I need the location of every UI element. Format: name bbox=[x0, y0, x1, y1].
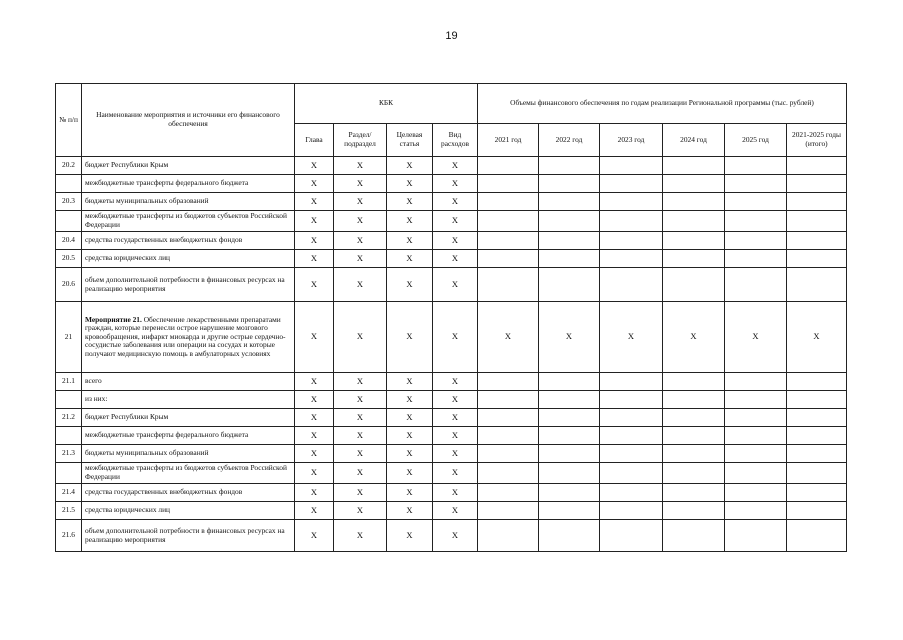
year-cell bbox=[600, 427, 663, 445]
kbk-cell: X bbox=[387, 211, 433, 232]
year-cell bbox=[663, 268, 725, 302]
kbk-cell: X bbox=[387, 463, 433, 484]
row-number: 21 bbox=[56, 302, 82, 373]
row-number: 21.5 bbox=[56, 502, 82, 520]
year-cell bbox=[663, 373, 725, 391]
year-cell bbox=[663, 502, 725, 520]
kbk-cell: X bbox=[387, 445, 433, 463]
year-cell bbox=[600, 373, 663, 391]
row-number: 21.3 bbox=[56, 445, 82, 463]
year-cell bbox=[787, 157, 847, 175]
year-cell bbox=[663, 427, 725, 445]
year-cell bbox=[600, 484, 663, 502]
kbk-cell: X bbox=[334, 193, 387, 211]
header-kbk-col: Глава bbox=[295, 124, 334, 157]
kbk-cell: X bbox=[433, 211, 478, 232]
table-row bbox=[56, 157, 847, 175]
year-cell bbox=[478, 193, 539, 211]
table-row bbox=[56, 484, 847, 502]
header-year-col: 2021-2025 годы (итого) bbox=[787, 124, 847, 157]
kbk-cell: X bbox=[295, 463, 334, 484]
year-cell bbox=[787, 373, 847, 391]
kbk-cell: X bbox=[295, 250, 334, 268]
year-cell bbox=[539, 484, 600, 502]
year-cell bbox=[478, 445, 539, 463]
year-cell bbox=[725, 268, 787, 302]
header-year-col: 2022 год bbox=[539, 124, 600, 157]
row-number: 21.4 bbox=[56, 484, 82, 502]
kbk-cell: X bbox=[387, 427, 433, 445]
kbk-cell: X bbox=[433, 302, 478, 373]
row-name: из них: bbox=[82, 391, 295, 409]
year-cell bbox=[787, 502, 847, 520]
year-cell bbox=[478, 250, 539, 268]
header-kbk-col: Раздел/ подраздел bbox=[334, 124, 387, 157]
year-cell bbox=[663, 409, 725, 427]
year-cell bbox=[725, 445, 787, 463]
kbk-cell: X bbox=[387, 302, 433, 373]
kbk-cell: X bbox=[295, 409, 334, 427]
year-cell bbox=[478, 211, 539, 232]
row-name: объем дополнительной потребности в финансовых ресурсах на реализацию мероприятия bbox=[82, 520, 295, 552]
table-row bbox=[56, 302, 847, 373]
table-row bbox=[56, 232, 847, 250]
kbk-cell: X bbox=[334, 445, 387, 463]
year-cell bbox=[787, 250, 847, 268]
row-number: 20.4 bbox=[56, 232, 82, 250]
kbk-cell: X bbox=[334, 175, 387, 193]
event-title: Мероприятие 21. bbox=[85, 314, 142, 324]
row-name: бюджеты муниципальных образований bbox=[82, 193, 295, 211]
year-cell bbox=[663, 520, 725, 552]
kbk-cell: X bbox=[433, 427, 478, 445]
year-cell bbox=[600, 463, 663, 484]
funding-table bbox=[55, 83, 847, 552]
header-name: Наименование мероприятия и источники его финансового обеспечения bbox=[82, 84, 295, 157]
kbk-cell: X bbox=[295, 373, 334, 391]
kbk-cell: X bbox=[433, 409, 478, 427]
table-row bbox=[56, 427, 847, 445]
kbk-cell: X bbox=[433, 445, 478, 463]
row-name: всего bbox=[82, 373, 295, 391]
year-cell bbox=[787, 211, 847, 232]
year-cell bbox=[478, 502, 539, 520]
row-number: 21.2 bbox=[56, 409, 82, 427]
year-cell bbox=[478, 373, 539, 391]
year-cell: X bbox=[539, 302, 600, 373]
table-row bbox=[56, 520, 847, 552]
year-cell bbox=[663, 463, 725, 484]
table-row bbox=[56, 445, 847, 463]
kbk-cell: X bbox=[433, 193, 478, 211]
year-cell bbox=[600, 250, 663, 268]
row-name: бюджет Республики Крым bbox=[82, 157, 295, 175]
kbk-cell: X bbox=[295, 391, 334, 409]
kbk-cell: X bbox=[387, 268, 433, 302]
kbk-cell: X bbox=[334, 373, 387, 391]
row-name: межбюджетные трансферты из бюджетов субъектов Российской Федерации bbox=[82, 211, 295, 232]
header-year-col: 2024 год bbox=[663, 124, 725, 157]
year-cell bbox=[539, 520, 600, 552]
kbk-cell: X bbox=[387, 391, 433, 409]
header-funding: Объемы финансового обеспечения по годам реализации Региональной программы (тыс. рублей) bbox=[478, 84, 847, 124]
year-cell bbox=[478, 409, 539, 427]
kbk-cell: X bbox=[295, 520, 334, 552]
year-cell bbox=[600, 175, 663, 193]
year-cell bbox=[478, 157, 539, 175]
kbk-cell: X bbox=[433, 232, 478, 250]
row-number bbox=[56, 427, 82, 445]
year-cell bbox=[663, 232, 725, 250]
row-name: бюджет Республики Крым bbox=[82, 409, 295, 427]
kbk-cell: X bbox=[295, 232, 334, 250]
header-year-col: 2025 год bbox=[725, 124, 787, 157]
year-cell bbox=[478, 175, 539, 193]
year-cell bbox=[787, 445, 847, 463]
row-number: 20.6 bbox=[56, 268, 82, 302]
year-cell bbox=[663, 250, 725, 268]
kbk-cell: X bbox=[295, 211, 334, 232]
year-cell bbox=[539, 463, 600, 484]
kbk-cell: X bbox=[295, 175, 334, 193]
year-cell bbox=[478, 520, 539, 552]
event-description: Обеспечение лекарственными препаратами граждан, которые перенесли острое нарушение мозгового кровообращения, инфаркт миокарда и другие острые сердечно-сосудистые заболевания или операции на сосудах и которые получают медицинскую помощь в амбулаторных условиях bbox=[85, 314, 286, 358]
year-cell bbox=[787, 520, 847, 552]
year-cell bbox=[539, 427, 600, 445]
kbk-cell: X bbox=[433, 268, 478, 302]
year-cell bbox=[600, 520, 663, 552]
year-cell bbox=[478, 268, 539, 302]
kbk-cell: X bbox=[334, 211, 387, 232]
kbk-cell: X bbox=[433, 520, 478, 552]
year-cell bbox=[539, 445, 600, 463]
kbk-cell: X bbox=[433, 391, 478, 409]
kbk-cell: X bbox=[334, 484, 387, 502]
kbk-cell: X bbox=[433, 463, 478, 484]
row-number: 20.2 bbox=[56, 157, 82, 175]
year-cell bbox=[539, 409, 600, 427]
year-cell bbox=[725, 391, 787, 409]
year-cell bbox=[539, 391, 600, 409]
kbk-cell: X bbox=[433, 373, 478, 391]
kbk-cell: X bbox=[387, 409, 433, 427]
page-number: 19 bbox=[445, 30, 458, 42]
kbk-cell: X bbox=[387, 502, 433, 520]
row-number: 20.3 bbox=[56, 193, 82, 211]
year-cell bbox=[725, 157, 787, 175]
year-cell bbox=[600, 268, 663, 302]
kbk-cell: X bbox=[334, 302, 387, 373]
kbk-cell: X bbox=[387, 157, 433, 175]
kbk-cell: X bbox=[334, 520, 387, 552]
kbk-cell: X bbox=[387, 193, 433, 211]
year-cell bbox=[787, 232, 847, 250]
row-number bbox=[56, 463, 82, 484]
row-name: объем дополнительной потребности в финансовых ресурсах на реализацию мероприятия bbox=[82, 268, 295, 302]
year-cell bbox=[725, 463, 787, 484]
kbk-cell: X bbox=[387, 520, 433, 552]
header-kbk-col: Целевая статья bbox=[387, 124, 433, 157]
year-cell bbox=[725, 373, 787, 391]
kbk-cell: X bbox=[387, 175, 433, 193]
year-cell bbox=[663, 445, 725, 463]
year-cell bbox=[787, 484, 847, 502]
year-cell bbox=[539, 232, 600, 250]
year-cell bbox=[725, 232, 787, 250]
year-cell bbox=[600, 445, 663, 463]
kbk-cell: X bbox=[334, 463, 387, 484]
kbk-cell: X bbox=[334, 157, 387, 175]
year-cell: X bbox=[725, 302, 787, 373]
year-cell bbox=[539, 157, 600, 175]
row-number bbox=[56, 175, 82, 193]
kbk-cell: X bbox=[295, 445, 334, 463]
year-cell bbox=[600, 502, 663, 520]
kbk-cell: X bbox=[295, 193, 334, 211]
year-cell bbox=[787, 427, 847, 445]
row-number: 21.6 bbox=[56, 520, 82, 552]
year-cell bbox=[600, 409, 663, 427]
year-cell bbox=[725, 250, 787, 268]
year-cell bbox=[539, 175, 600, 193]
row-name: средства государственных внебюджетных фондов bbox=[82, 484, 295, 502]
kbk-cell: X bbox=[387, 232, 433, 250]
row-number: 21.1 bbox=[56, 373, 82, 391]
table-row bbox=[56, 268, 847, 302]
year-cell bbox=[478, 484, 539, 502]
year-cell bbox=[725, 427, 787, 445]
kbk-cell: X bbox=[334, 409, 387, 427]
row-name: средства юридических лиц bbox=[82, 250, 295, 268]
year-cell bbox=[600, 232, 663, 250]
row-name: бюджеты муниципальных образований bbox=[82, 445, 295, 463]
year-cell bbox=[539, 250, 600, 268]
year-cell bbox=[600, 391, 663, 409]
row-name: средства юридических лиц bbox=[82, 502, 295, 520]
header-kbk-col: Вид расходов bbox=[433, 124, 478, 157]
year-cell bbox=[725, 502, 787, 520]
kbk-cell: X bbox=[295, 268, 334, 302]
year-cell bbox=[663, 193, 725, 211]
row-name: межбюджетные трансферты федерального бюджета bbox=[82, 175, 295, 193]
table-row bbox=[56, 250, 847, 268]
kbk-cell: X bbox=[334, 268, 387, 302]
row-name bbox=[82, 302, 295, 373]
year-cell bbox=[725, 484, 787, 502]
year-cell bbox=[725, 211, 787, 232]
kbk-cell: X bbox=[334, 232, 387, 250]
year-cell bbox=[787, 463, 847, 484]
kbk-cell: X bbox=[295, 157, 334, 175]
year-cell bbox=[663, 211, 725, 232]
kbk-cell: X bbox=[334, 391, 387, 409]
year-cell: X bbox=[478, 302, 539, 373]
kbk-cell: X bbox=[295, 484, 334, 502]
row-name: межбюджетные трансферты федерального бюджета bbox=[82, 427, 295, 445]
year-cell bbox=[725, 193, 787, 211]
year-cell bbox=[539, 373, 600, 391]
year-cell bbox=[725, 409, 787, 427]
year-cell bbox=[600, 157, 663, 175]
year-cell bbox=[787, 409, 847, 427]
header-num: № п/п bbox=[56, 84, 82, 157]
kbk-cell: X bbox=[433, 502, 478, 520]
table-row bbox=[56, 193, 847, 211]
kbk-cell: X bbox=[433, 157, 478, 175]
kbk-cell: X bbox=[387, 484, 433, 502]
year-cell bbox=[539, 502, 600, 520]
row-number: 20.5 bbox=[56, 250, 82, 268]
kbk-cell: X bbox=[334, 250, 387, 268]
table-row bbox=[56, 373, 847, 391]
year-cell bbox=[725, 175, 787, 193]
table-row bbox=[56, 175, 847, 193]
kbk-cell: X bbox=[387, 250, 433, 268]
kbk-cell: X bbox=[334, 427, 387, 445]
year-cell bbox=[787, 193, 847, 211]
year-cell bbox=[478, 427, 539, 445]
year-cell bbox=[600, 193, 663, 211]
table-row bbox=[56, 409, 847, 427]
kbk-cell: X bbox=[387, 373, 433, 391]
kbk-cell: X bbox=[433, 250, 478, 268]
year-cell bbox=[663, 175, 725, 193]
table-row bbox=[56, 211, 847, 232]
kbk-cell: X bbox=[295, 302, 334, 373]
year-cell bbox=[478, 232, 539, 250]
year-cell bbox=[600, 211, 663, 232]
table-row bbox=[56, 502, 847, 520]
kbk-cell: X bbox=[334, 502, 387, 520]
header-year-col: 2021 год bbox=[478, 124, 539, 157]
year-cell bbox=[478, 463, 539, 484]
table-row bbox=[56, 463, 847, 484]
year-cell: X bbox=[787, 302, 847, 373]
row-number bbox=[56, 211, 82, 232]
year-cell bbox=[787, 175, 847, 193]
year-cell bbox=[663, 484, 725, 502]
kbk-cell: X bbox=[433, 484, 478, 502]
year-cell bbox=[478, 391, 539, 409]
year-cell bbox=[539, 193, 600, 211]
kbk-cell: X bbox=[433, 175, 478, 193]
table-row bbox=[56, 391, 847, 409]
header-kbk: КБК bbox=[295, 84, 478, 124]
kbk-cell: X bbox=[295, 502, 334, 520]
year-cell bbox=[539, 268, 600, 302]
year-cell: X bbox=[600, 302, 663, 373]
year-cell bbox=[787, 268, 847, 302]
row-name: межбюджетные трансферты из бюджетов субъектов Российской Федерации bbox=[82, 463, 295, 484]
year-cell bbox=[539, 211, 600, 232]
year-cell bbox=[663, 157, 725, 175]
year-cell: X bbox=[663, 302, 725, 373]
year-cell bbox=[787, 391, 847, 409]
header-year-col: 2023 год bbox=[600, 124, 663, 157]
year-cell bbox=[663, 391, 725, 409]
kbk-cell: X bbox=[295, 427, 334, 445]
row-number bbox=[56, 391, 82, 409]
year-cell bbox=[725, 520, 787, 552]
row-name: средства государственных внебюджетных фондов bbox=[82, 232, 295, 250]
